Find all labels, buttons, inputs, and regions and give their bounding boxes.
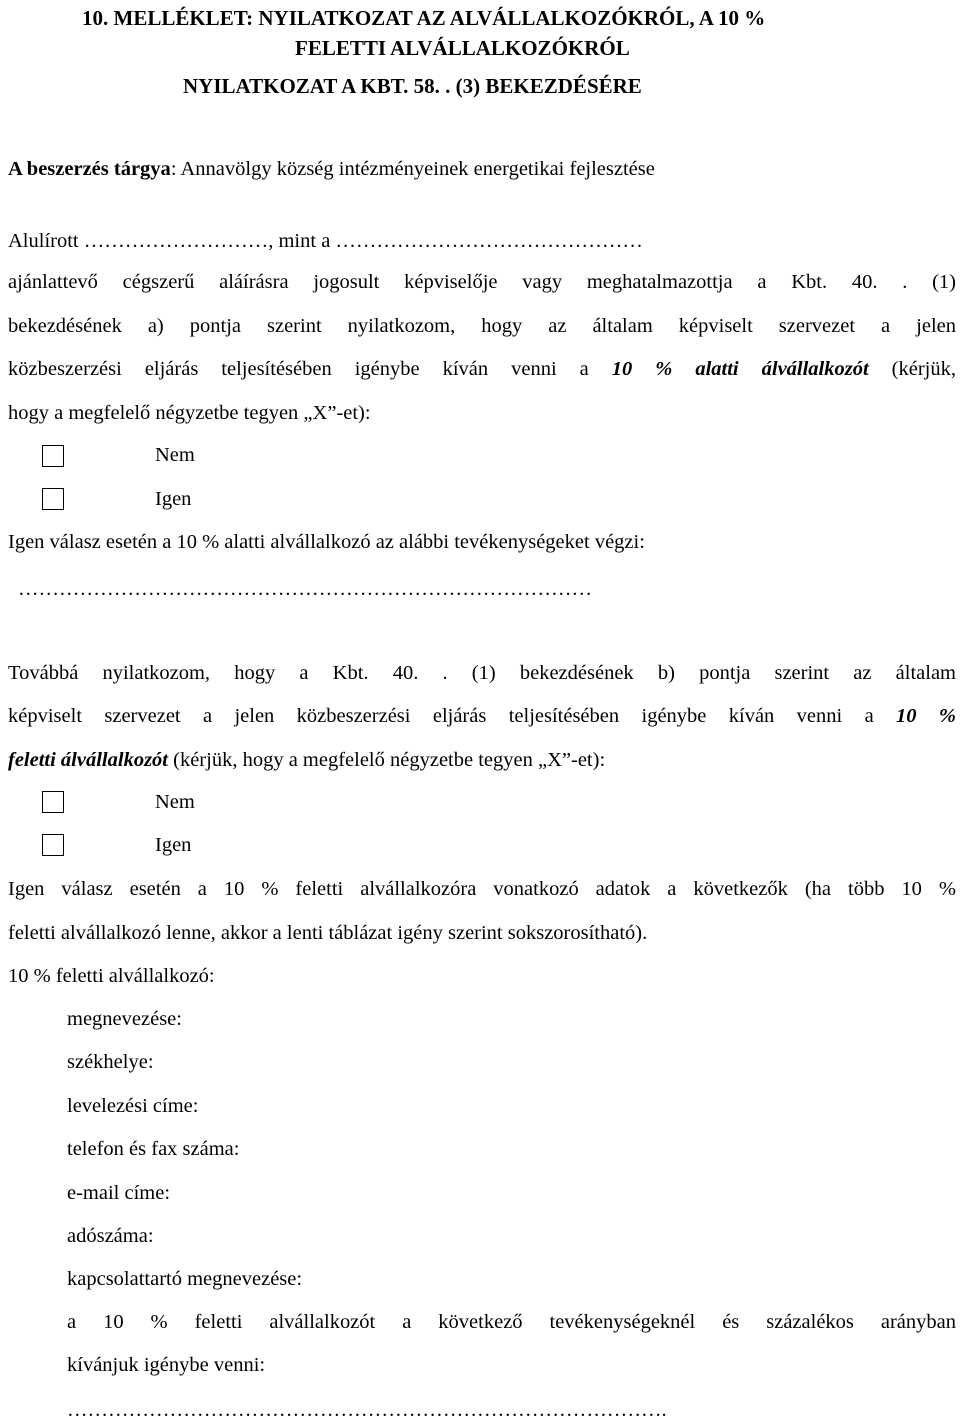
subcontractor-subheading: 10 % feletti alvállalkozó: [8,965,215,987]
section2-line-1: Továbbá nyilatkozom, hogy a Kbt. 40. . (1) bekezdésének b) pontja szerint az általam [8,662,956,684]
section1-line-4-suffix: (kérjük, [868,358,957,380]
section2-yes-checkbox[interactable] [42,834,64,856]
signatory-line [8,229,643,253]
section1-line-3: bekezdésének a) pontja szerint nyilatkozom, hogy az általam képviselt szervezet a jelen [8,315,956,337]
section1-no-checkbox[interactable] [42,445,64,467]
field-seat: székhelye: [67,1051,154,1073]
section2-line-2-text: képviselt szervezet a jelen közbeszerzési eljárás teljesítésében igénybe kíván venni a [8,705,897,727]
closing-line-1: a 10 % feletti alvállalkozót a következő tevékenységeknél és százalékos arányban [67,1311,956,1333]
signatory-role-blank[interactable]: ……………………………………… [335,230,643,252]
section1-followup: Igen válasz esetén a 10 % alatti alvállalkozó az alábbi tevékenységeket végzi: [8,531,645,553]
field-phone-fax: telefon és fax száma: [67,1138,240,1160]
field-contact-person: kapcsolattartó megnevezése: [67,1268,303,1290]
signatory-middle: , mint a [268,230,331,252]
section2-followup-1: Igen válasz esetén a 10 % feletti alvállalkozóra vonatkozó adatok a következők (ha több 10 % [8,878,956,900]
section1-line-4 [8,357,956,381]
section1-activities-blank[interactable]: ………………………………………………………………………… [18,578,592,600]
section2-no-checkbox[interactable] [42,791,64,813]
closing-line-2: kívánjuk igénybe venni: [67,1354,266,1376]
section2-line-3-text: (kérjük, hogy a megfelelő négyzetbe tegyen „X”-et): [168,749,606,771]
section1-no-label: Nem [155,444,195,466]
field-mailing-address: levelezési címe: [67,1095,199,1117]
subject-label: A beszerzés tárgya [8,158,171,180]
document-title-line-3: NYILATKOZAT A KBT. 58. . (3) BEKEZDÉSÉRE [183,74,642,98]
section1-yes-checkbox[interactable] [42,488,64,510]
section2-yes-label: Igen [155,834,192,856]
above-10-percent-subcontractor-emphasis: feletti álvállalkozót [8,749,168,771]
section2-line-2 [8,704,956,728]
signatory-prefix: Alulírott [8,230,79,252]
section2-line-3 [8,748,605,772]
subject-line [8,157,655,181]
field-name: megnevezése: [67,1008,182,1030]
section1-line-5: hogy a megfelelő négyzetbe tegyen „X”-et): [8,402,371,424]
field-email: e-mail címe: [67,1182,171,1204]
section1-line-4-text: közbeszerzési eljárás teljesítésében igénybe kíván venni a [8,358,612,380]
subject-value: : Annavölgy község intézményeinek energetikai fejlesztése [170,158,655,180]
closing-activities-blank[interactable]: ……………………………………………………………………………. [67,1399,667,1421]
section2-followup-2: feletti alvállalkozó lenne, akkor a lenti táblázat igény szerint sokszorosítható). [8,922,648,944]
field-tax-number: adószáma: [67,1225,154,1247]
section1-line-2: ajánlattevő cégszerű aláírásra jogosult képviselője vagy meghatalmazottja a Kbt. 40. . (1) [8,271,956,293]
section2-no-label: Nem [155,791,195,813]
signatory-name-blank[interactable]: ……………………… [83,230,269,252]
section1-yes-label: Igen [155,488,192,510]
below-10-percent-subcontractor-emphasis: 10 % alatti álvállalkozót [611,358,869,380]
above-10-percent-emphasis: 10 % [896,705,956,727]
document-title-line-2: FELETTI ALVÁLLALKOZÓKRÓL [295,36,630,60]
document-title-line-1: 10. MELLÉKLET: NYILATKOZAT AZ ALVÁLLALKOZÓKRÓL, A 10 % [82,6,766,30]
